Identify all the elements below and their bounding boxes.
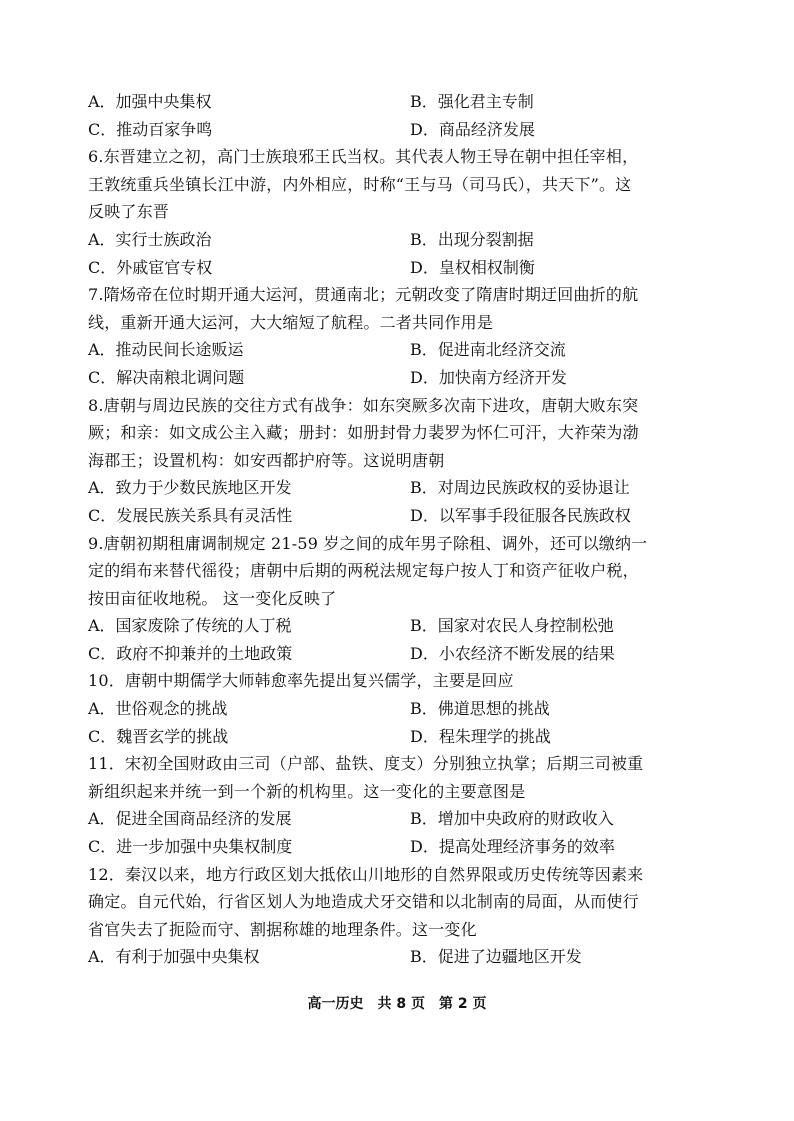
question-text: 按田亩征收地税。 这一变化反映了	[88, 588, 337, 608]
question-text: 厥；和亲：如文成公主入藏；册封：如册封骨力裴罗为怀仁可汗，大祚荣为渤	[88, 423, 639, 443]
option-b: B．强化君主专制	[410, 92, 534, 111]
top-options	[88, 88, 708, 143]
option-row	[88, 943, 708, 971]
option-b: B．佛道思想的挑战	[410, 699, 550, 719]
question-text: 11．宋初全国财政由三司（户部、盐铁、度支）分别独立执掌；后期三司被重	[88, 754, 644, 774]
option-row	[88, 364, 708, 392]
question-text: 9.唐朝初期租庸调制规定 21-59 岁之间的成年男子除租、调外，还可以缴纳一	[88, 533, 648, 553]
question-9	[88, 530, 708, 668]
option-a: A．有利于加强中央集权	[88, 947, 260, 967]
option-d: D．程朱理学的挑战	[410, 726, 551, 746]
question-10	[88, 667, 708, 750]
option-a: A．推动民间长途贩运	[88, 340, 244, 360]
option-d: D．提高处理经济事务的效率	[410, 837, 615, 857]
option-row	[88, 833, 708, 861]
option-c: C．推动百家争鸣	[88, 119, 213, 139]
question-text: 反映了东晋	[88, 202, 170, 222]
option-a: A．致力于少数民族地区开发	[88, 478, 292, 498]
option-d: D．小农经济不断发展的结果	[410, 643, 615, 663]
question-text: 10．唐朝中期儒学大师韩愈率先提出复兴儒学，主要是回应	[88, 671, 514, 691]
option-row	[88, 254, 708, 282]
option-b: B．促进了边疆地区开发	[410, 947, 582, 967]
option-row	[88, 116, 708, 144]
option-b: B．促进南北经济交流	[410, 340, 566, 360]
option-b: B．对周边民族政权的妥协退让	[410, 478, 630, 498]
option-row	[88, 502, 708, 530]
option-d: D．以军事手段征服各民族政权	[410, 505, 631, 525]
option-row	[88, 474, 708, 502]
option-d: D．商品经济发展	[410, 119, 535, 139]
question-text: 线，重新开通大运河，大大缩短了航程。二者共同作用是	[88, 312, 494, 332]
option-b: B．出现分裂割据	[410, 229, 534, 249]
question-12	[88, 861, 708, 971]
option-a: A．实行士族政治	[88, 229, 212, 249]
option-c: C．政府不抑兼并的土地政策	[88, 643, 293, 663]
option-c: C．发展民族关系具有灵活性	[88, 505, 293, 525]
question-text: 确定。自元代始，行省区划人为地造成犬牙交错和以北制南的局面，从而使行	[88, 892, 639, 912]
option-d: D．加快南方经济开发	[410, 367, 567, 387]
option-row	[88, 612, 708, 640]
question-text: 省官失去了扼险而守、割据称雄的地理条件。这一变化	[88, 919, 477, 939]
question-text: 定的绢布来替代徭役；唐朝中后期的两税法规定每户按人丁和资产征收户税，	[88, 561, 639, 581]
question-8	[88, 392, 708, 530]
question-7	[88, 281, 708, 391]
option-b: B．增加中央政府的财政收入	[410, 809, 614, 829]
question-text: 7.隋炀帝在位时期开通大运河，贯通南北；元朝改变了隋唐时期迂回曲折的航	[88, 285, 639, 305]
exam-page	[88, 88, 708, 971]
option-c: C．解决南粮北调问题	[88, 367, 245, 387]
question-text: 8.唐朝与周边民族的交往方式有战争：如东突厥多次南下进攻，唐朝大败东突	[88, 395, 639, 415]
option-row	[88, 640, 708, 668]
question-text: 6.东晋建立之初，高门士族琅邪王氏当权。其代表人物王导在朝中担任宰相，	[88, 147, 639, 167]
option-row	[88, 695, 708, 723]
option-c: C．魏晋玄学的挑战	[88, 726, 229, 746]
option-d: D．皇权相权制衡	[410, 257, 535, 277]
option-row	[88, 805, 708, 833]
option-b: B．国家对农民人身控制松弛	[410, 616, 614, 636]
option-row	[88, 226, 708, 254]
question-text: 新组织起来并统一到一个新的机构里。这一变化的主要意图是	[88, 781, 526, 801]
option-row	[88, 336, 708, 364]
option-row	[88, 723, 708, 751]
question-text: 王敦统重兵坐镇长江中游，内外相应，时称“王与马（司马氏），共天下”。这	[88, 174, 632, 194]
option-a: A．促进全国商品经济的发展	[88, 809, 292, 829]
question-text: 12．秦汉以来，地方行政区划大抵依山川地形的自然界限或历史传统等因素来	[88, 864, 644, 884]
option-c: C．进一步加强中央集权制度	[88, 837, 293, 857]
option-a: A．国家废除了传统的人丁税	[88, 616, 292, 636]
question-11	[88, 750, 708, 860]
option-c: C．外戚宦官专权	[88, 257, 213, 277]
option-row	[88, 88, 708, 116]
option-a: A．加强中央集权	[88, 92, 212, 111]
question-text: 海郡王；设置机构：如安西都护府等。这说明唐朝	[88, 450, 445, 470]
question-6	[88, 143, 708, 281]
page-footer: 高一历史 共 8 页 第 2 页	[307, 996, 487, 1012]
option-a: A．世俗观念的挑战	[88, 699, 228, 719]
